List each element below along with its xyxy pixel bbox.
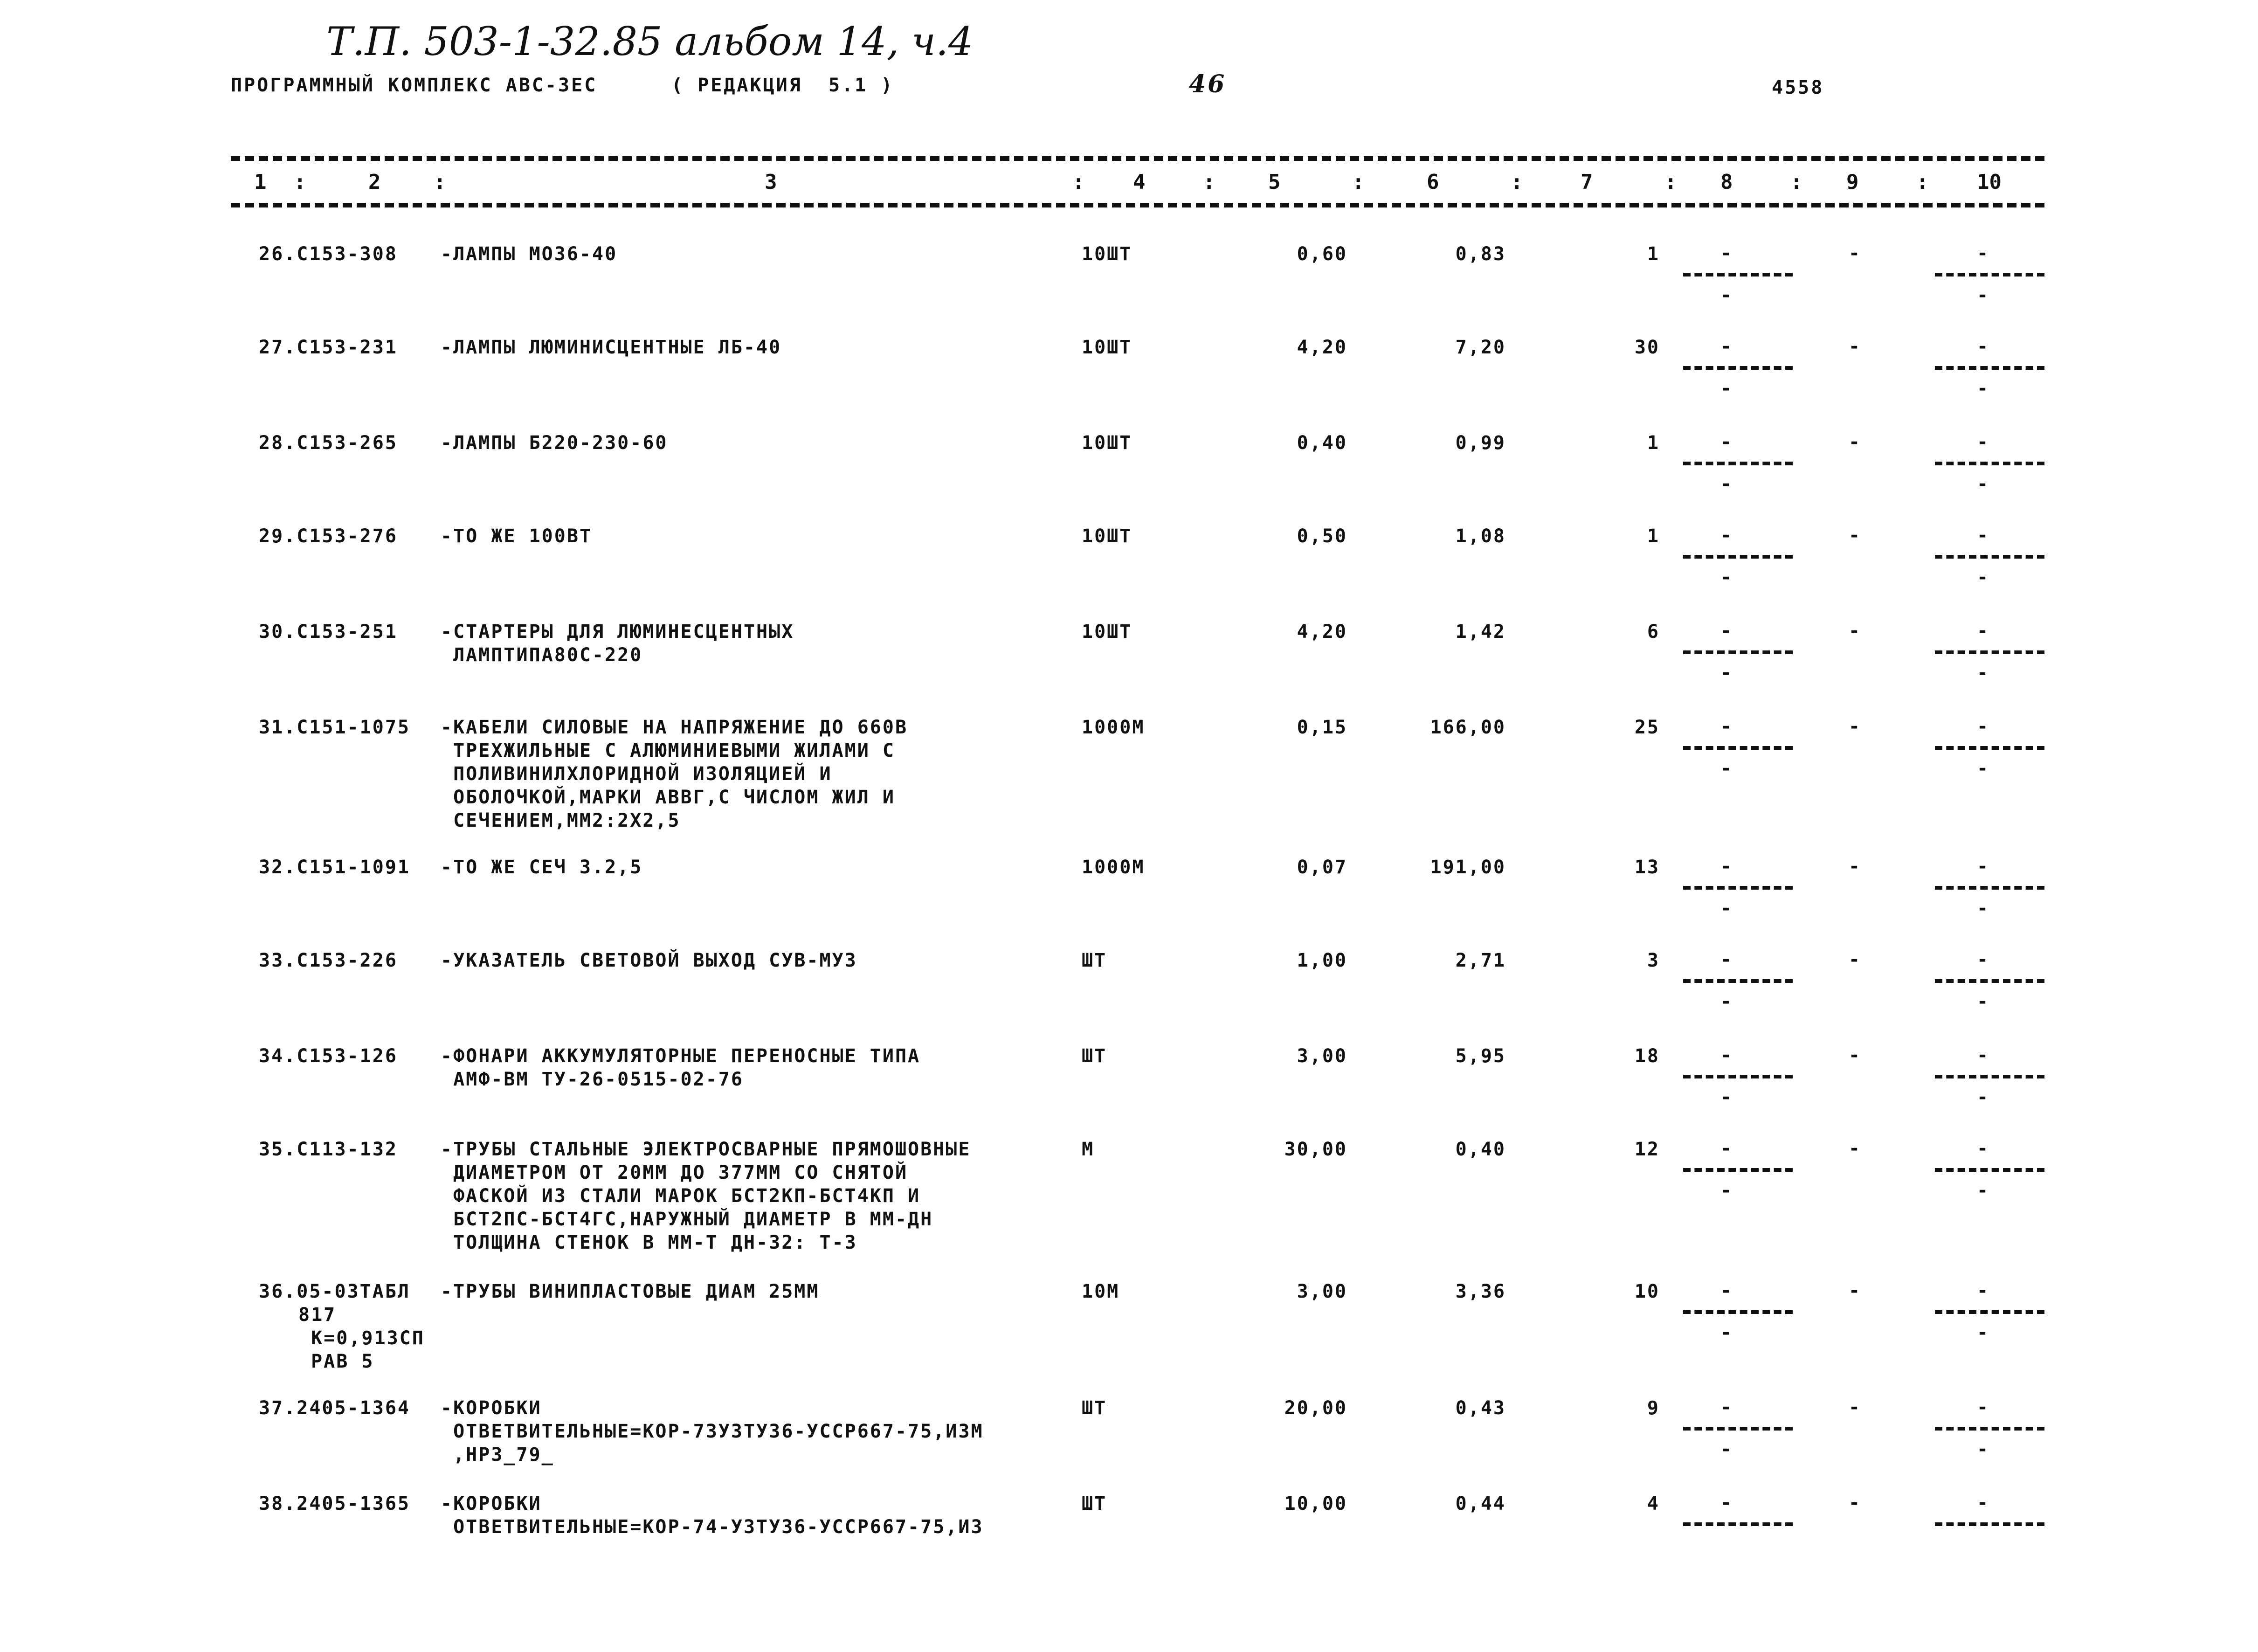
item-description: ТРЕХЖИЛЬНЫЕ С АЛЮМИНИЕВЫМИ ЖИЛАМИ С — [441, 740, 895, 761]
col10-fraction-rule — [1935, 273, 2044, 276]
item-total: 0,43 — [1455, 1397, 1506, 1419]
col8-dash-bottom: - — [1720, 1086, 1732, 1108]
item-description: -КАБЕЛИ СИЛОВЫЕ НА НАПРЯЖЕНИЕ ДО 660В — [441, 717, 908, 738]
item-description: -ТО ЖЕ СЕЧ 3.2,5 — [441, 857, 643, 878]
col8-dash-bottom: - — [1720, 1180, 1732, 1201]
item-quantity: 1 — [1647, 243, 1660, 265]
item-description: -КОРОБКИ — [441, 1397, 542, 1419]
item-code: 26.С153-308 — [259, 243, 398, 265]
col10-fraction-rule — [1935, 1075, 2044, 1078]
col10-dash-top: - — [1977, 620, 1989, 642]
item-description: -ТО ЖЕ 100ВТ — [441, 525, 592, 547]
item-description: ЛАМПТИПА80С-220 — [441, 644, 643, 666]
col10-dash-top: - — [1977, 1492, 1989, 1514]
col8-dash-top: - — [1720, 856, 1732, 877]
item-description: -ТРУБЫ ВИНИПЛАСТОВЫЕ ДИАМ 25ММ — [441, 1281, 820, 1302]
col8-dash-top: - — [1720, 620, 1732, 642]
item-unit: 10М — [1082, 1281, 1120, 1302]
item-price: 20,00 — [1284, 1397, 1347, 1419]
col10-fraction-rule — [1935, 1522, 2044, 1526]
item-description: -ФОНАРИ АККУМУЛЯТОРНЫЕ ПЕРЕНОСНЫЕ ТИПА — [441, 1045, 921, 1067]
item-quantity: 10 — [1634, 1281, 1660, 1302]
col10-fraction-rule — [1935, 650, 2044, 654]
item-quantity: 12 — [1634, 1139, 1660, 1160]
item-unit: ШТ — [1082, 1397, 1107, 1419]
handwritten-title: Т.П. 503-1-32.85 альбом 14, ч.4 — [326, 19, 974, 64]
item-quantity: 9 — [1647, 1397, 1660, 1419]
item-code: 28.С153-265 — [259, 432, 398, 454]
col10-dash-top: - — [1977, 1280, 1989, 1301]
col8-fraction-rule — [1683, 650, 1793, 654]
item-code: 36.05-03ТАБЛ — [259, 1281, 410, 1302]
col10-fraction-rule — [1935, 555, 2044, 559]
col8-fraction-rule — [1683, 462, 1793, 465]
item-code-note: РАВ 5 — [298, 1351, 374, 1372]
item-description: -КОРОБКИ — [441, 1493, 542, 1514]
item-total: 0,40 — [1455, 1139, 1506, 1160]
col8-dash-bottom: - — [1720, 1438, 1732, 1460]
col8-dash-bottom: - — [1720, 378, 1732, 399]
col10-fraction-rule — [1935, 1168, 2044, 1172]
item-unit: ШТ — [1082, 1045, 1107, 1067]
item-total: 0,99 — [1455, 432, 1506, 454]
item-code-note: К=0,913СП — [298, 1327, 425, 1349]
col8-dash-bottom: - — [1720, 758, 1732, 779]
col8-dash-bottom: - — [1720, 284, 1732, 306]
item-description: ОТВЕТВИТЕЛЬНЫЕ=КОР-73У3ТУ36-УССР667-75,ИЗМ — [441, 1421, 984, 1442]
item-total: 7,20 — [1455, 337, 1506, 358]
column-separator: : — [434, 170, 446, 194]
column-header-2: 2 — [368, 170, 381, 194]
item-code: 38.2405-1365 — [259, 1493, 410, 1514]
column-header-1: 1 — [254, 170, 267, 194]
col8-fraction-rule — [1683, 366, 1793, 370]
col8-fraction-rule — [1683, 1168, 1793, 1172]
column-separator: : — [1664, 170, 1677, 194]
col10-fraction-rule — [1935, 1310, 2044, 1314]
item-code: 29.С153-276 — [259, 525, 398, 547]
item-description: ТОЛЩИНА СТЕНОК В ММ-Т ДН-32: Т-3 — [441, 1232, 857, 1253]
col9-dash: - — [1849, 949, 1860, 970]
item-quantity: 4 — [1647, 1493, 1660, 1514]
col8-dash-bottom: - — [1720, 662, 1732, 684]
item-price: 0,07 — [1297, 857, 1347, 878]
item-unit: 10ШТ — [1082, 337, 1132, 358]
column-separator: : — [1352, 170, 1365, 194]
col9-dash: - — [1849, 525, 1860, 546]
item-description: -ЛАМПЫ Б220-230-60 — [441, 432, 668, 454]
column-header-6: 6 — [1427, 170, 1439, 194]
col8-dash-top: - — [1720, 1044, 1732, 1066]
item-unit: 1000М — [1082, 717, 1145, 738]
col10-dash-bottom: - — [1977, 662, 1989, 684]
col10-dash-top: - — [1977, 1044, 1989, 1066]
item-unit: ШТ — [1082, 950, 1107, 971]
col8-dash-bottom: - — [1720, 567, 1732, 588]
item-description: ФАСКОЙ ИЗ СТАЛИ МАРОК БСТ2КП-БСТ4КП И — [441, 1185, 921, 1207]
item-description: ОБОЛОЧКОЙ,МАРКИ АВВГ,С ЧИСЛОМ ЖИЛ И — [441, 787, 895, 808]
col10-dash-bottom: - — [1977, 1086, 1989, 1108]
item-description: ПОЛИВИНИЛХЛОРИДНОЙ ИЗОЛЯЦИЕЙ И — [441, 763, 832, 785]
page-number: 46 — [1189, 70, 1227, 98]
table-header-rule — [231, 203, 2044, 207]
col10-fraction-rule — [1935, 366, 2044, 370]
column-separator: : — [1203, 170, 1215, 194]
col8-fraction-rule — [1683, 1310, 1793, 1314]
col10-dash-bottom: - — [1977, 1180, 1989, 1201]
item-code: 37.2405-1364 — [259, 1397, 410, 1419]
item-total: 166,00 — [1430, 717, 1506, 738]
column-header-7: 7 — [1581, 170, 1593, 194]
col8-dash-bottom: - — [1720, 991, 1732, 1012]
col8-dash-top: - — [1720, 949, 1732, 970]
col10-dash-bottom: - — [1977, 473, 1989, 495]
col8-dash-top: - — [1720, 716, 1732, 737]
col9-dash: - — [1849, 856, 1860, 877]
column-header-8: 8 — [1720, 170, 1733, 194]
col8-dash-top: - — [1720, 1280, 1732, 1301]
item-quantity: 1 — [1647, 525, 1660, 547]
col10-dash-top: - — [1977, 1396, 1989, 1418]
item-unit: 1000М — [1082, 857, 1145, 878]
item-unit: 10ШТ — [1082, 621, 1132, 643]
item-code: 33.С153-226 — [259, 950, 398, 971]
col8-fraction-rule — [1683, 886, 1793, 890]
col10-dash-top: - — [1977, 525, 1989, 546]
col9-dash: - — [1849, 620, 1860, 642]
col9-dash: - — [1849, 1044, 1860, 1066]
col10-fraction-rule — [1935, 979, 2044, 983]
item-total: 1,42 — [1455, 621, 1506, 643]
col8-dash-bottom: - — [1720, 1322, 1732, 1343]
col8-fraction-rule — [1683, 555, 1793, 559]
column-separator: : — [294, 170, 306, 194]
sheet-number: 4558 — [1772, 77, 1824, 98]
item-price: 0,40 — [1297, 432, 1347, 454]
item-total: 5,95 — [1455, 1045, 1506, 1067]
col9-dash: - — [1849, 1396, 1860, 1418]
col8-fraction-rule — [1683, 1075, 1793, 1078]
col10-dash-bottom: - — [1977, 378, 1989, 399]
col8-dash-top: - — [1720, 525, 1732, 546]
item-unit: ШТ — [1082, 1493, 1107, 1514]
item-total: 191,00 — [1430, 857, 1506, 878]
column-separator: : — [1790, 170, 1803, 194]
item-description: -ЛАМПЫ МО36-40 — [441, 243, 618, 265]
col8-dash-top: - — [1720, 1396, 1732, 1418]
col10-dash-top: - — [1977, 242, 1989, 264]
item-total: 0,83 — [1455, 243, 1506, 265]
col10-dash-bottom: - — [1977, 567, 1989, 588]
item-code: 34.С153-126 — [259, 1045, 398, 1067]
col10-dash-top: - — [1977, 949, 1989, 970]
col8-dash-top: - — [1720, 336, 1732, 357]
item-unit: 10ШТ — [1082, 243, 1132, 265]
col8-fraction-rule — [1683, 1427, 1793, 1431]
item-code: 27.С153-231 — [259, 337, 398, 358]
column-header-9: 9 — [1846, 170, 1859, 194]
column-header-10: 10 — [1977, 170, 2002, 194]
col9-dash: - — [1849, 1280, 1860, 1301]
col9-dash: - — [1849, 336, 1860, 357]
item-unit: 10ШТ — [1082, 525, 1132, 547]
item-price: 0,15 — [1297, 717, 1347, 738]
item-total: 3,36 — [1455, 1281, 1506, 1302]
col9-dash: - — [1849, 1138, 1860, 1159]
col8-dash-bottom: - — [1720, 898, 1732, 919]
item-total: 1,08 — [1455, 525, 1506, 547]
col9-dash: - — [1849, 431, 1860, 453]
col10-dash-top: - — [1977, 431, 1989, 453]
item-description: -ТРУБЫ СТАЛЬНЫЕ ЭЛЕКТРОСВАРНЫЕ ПРЯМОШОВНЫЕ — [441, 1139, 971, 1160]
item-quantity: 3 — [1647, 950, 1660, 971]
item-price: 3,00 — [1297, 1281, 1347, 1302]
item-price: 0,60 — [1297, 243, 1347, 265]
col8-dash-top: - — [1720, 1492, 1732, 1514]
col10-dash-bottom: - — [1977, 991, 1989, 1012]
item-price: 30,00 — [1284, 1139, 1347, 1160]
item-price: 0,50 — [1297, 525, 1347, 547]
program-title: ПРОГРАММНЫЙ КОМПЛЕКС АВС-3ЕС — [231, 75, 598, 96]
col10-dash-bottom: - — [1977, 284, 1989, 306]
item-code-note: 817 — [298, 1304, 337, 1326]
col10-dash-bottom: - — [1977, 1322, 1989, 1343]
column-separator: : — [1511, 170, 1523, 194]
item-quantity: 6 — [1647, 621, 1660, 643]
item-quantity: 30 — [1634, 337, 1660, 358]
item-price: 1,00 — [1297, 950, 1347, 971]
item-quantity: 13 — [1634, 857, 1660, 878]
col8-fraction-rule — [1683, 746, 1793, 750]
col10-dash-top: - — [1977, 856, 1989, 877]
item-price: 10,00 — [1284, 1493, 1347, 1514]
item-code: 31.С151-1075 — [259, 717, 410, 738]
column-separator: : — [1916, 170, 1929, 194]
col8-fraction-rule — [1683, 979, 1793, 983]
col9-dash: - — [1849, 1492, 1860, 1514]
table-top-rule — [231, 156, 2044, 161]
item-unit: 10ШТ — [1082, 432, 1132, 454]
col10-fraction-rule — [1935, 886, 2044, 890]
column-header-4: 4 — [1133, 170, 1146, 194]
item-description: БСТ2ПС-БСТ4ГС,НАРУЖНЫЙ ДИАМЕТР В ММ-ДН — [441, 1209, 933, 1230]
col10-fraction-rule — [1935, 1427, 2044, 1431]
item-description: ОТВЕТВИТЕЛЬНЫЕ=КОР-74-У3ТУ36-УССР667-75,ИЗ — [441, 1516, 984, 1538]
col8-dash-top: - — [1720, 1138, 1732, 1159]
col10-fraction-rule — [1935, 462, 2044, 465]
column-separator: : — [1072, 170, 1085, 194]
item-unit: М — [1082, 1139, 1095, 1160]
item-code: 35.С113-132 — [259, 1139, 398, 1160]
item-quantity: 1 — [1647, 432, 1660, 454]
item-description: ,НР3_79_ — [441, 1444, 554, 1465]
item-price: 4,20 — [1297, 337, 1347, 358]
item-price: 4,20 — [1297, 621, 1347, 643]
item-code: 32.С151-1091 — [259, 857, 410, 878]
col8-dash-top: - — [1720, 431, 1732, 453]
item-description: -СТАРТЕРЫ ДЛЯ ЛЮМИНЕСЦЕНТНЫХ — [441, 621, 794, 643]
item-quantity: 25 — [1634, 717, 1660, 738]
col10-dash-top: - — [1977, 716, 1989, 737]
item-description: СЕЧЕНИЕМ,ММ2:2Х2,5 — [441, 810, 681, 831]
col8-fraction-rule — [1683, 273, 1793, 276]
item-code: 30.С153-251 — [259, 621, 398, 643]
column-header-3: 3 — [765, 170, 777, 194]
item-total: 2,71 — [1455, 950, 1506, 971]
item-price: 3,00 — [1297, 1045, 1347, 1067]
item-quantity: 18 — [1634, 1045, 1660, 1067]
col10-dash-top: - — [1977, 1138, 1989, 1159]
col10-dash-bottom: - — [1977, 758, 1989, 779]
col9-dash: - — [1849, 242, 1860, 264]
col8-dash-top: - — [1720, 242, 1732, 264]
col8-fraction-rule — [1683, 1522, 1793, 1526]
item-description: АМФ-ВМ ТУ-26-0515-02-76 — [441, 1069, 744, 1090]
col10-dash-bottom: - — [1977, 898, 1989, 919]
col8-dash-bottom: - — [1720, 473, 1732, 495]
item-description: ДИАМЕТРОМ ОТ 20ММ ДО 377ММ СО СНЯТОЙ — [441, 1162, 908, 1183]
col10-fraction-rule — [1935, 746, 2044, 750]
item-description: -УКАЗАТЕЛЬ СВЕТОВОЙ ВЫХОД СУВ-МУЗ — [441, 950, 857, 971]
item-description: -ЛАМПЫ ЛЮМИНИСЦЕНТНЫЕ ЛБ-40 — [441, 337, 782, 358]
col10-dash-top: - — [1977, 336, 1989, 357]
edition-label: ( РЕДАКЦИЯ 5.1 ) — [671, 75, 894, 96]
col9-dash: - — [1849, 716, 1860, 737]
column-header-5: 5 — [1268, 170, 1281, 194]
col10-dash-bottom: - — [1977, 1438, 1989, 1460]
item-total: 0,44 — [1455, 1493, 1506, 1514]
